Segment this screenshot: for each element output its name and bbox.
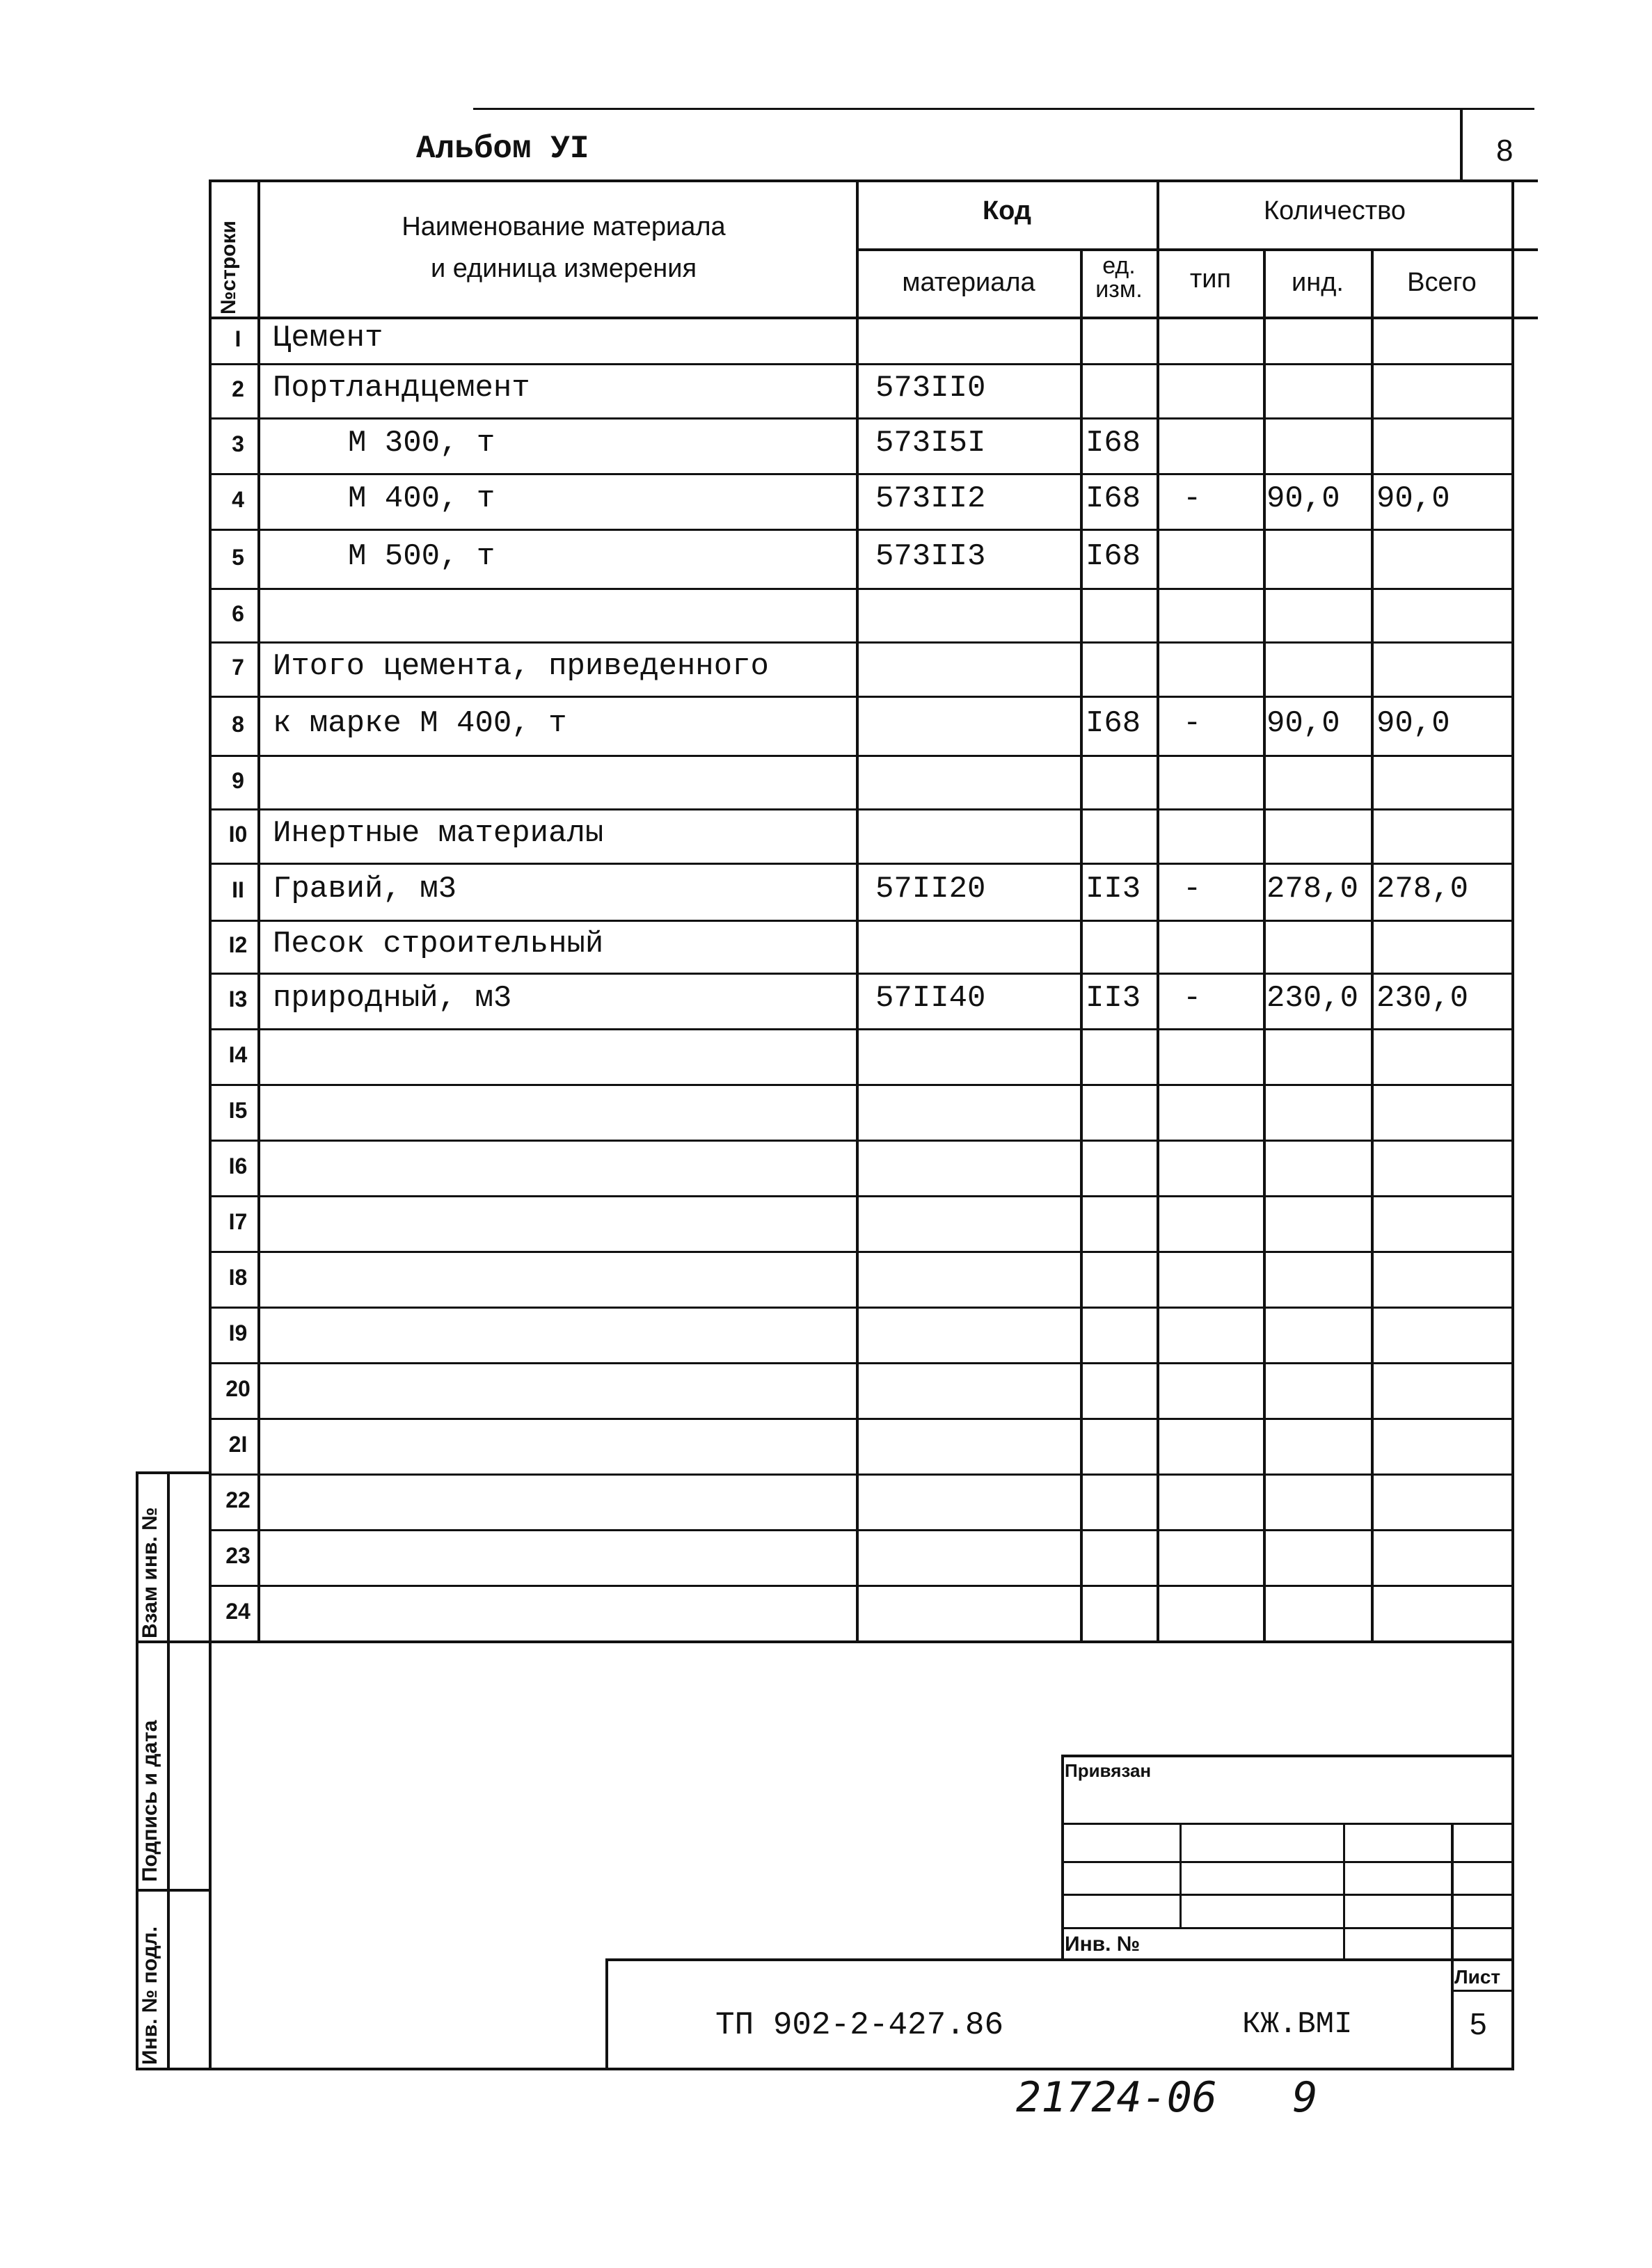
row-unit-code: II3 — [1086, 872, 1141, 907]
row-total-qty: 278,0 — [1376, 872, 1469, 907]
row-total-qty: 230,0 — [1376, 981, 1469, 1016]
header-ind: инд. — [1292, 268, 1344, 297]
row-divider — [209, 641, 1514, 644]
row-type-qty: - — [1183, 705, 1202, 741]
row-total-qty: 90,0 — [1376, 481, 1450, 516]
stamp-inv-no: Инв. № — [1065, 1933, 1141, 1956]
row-ind-qty: 90,0 — [1266, 705, 1340, 741]
album-title: Альбом УI — [416, 131, 589, 167]
row-unit-code: I68 — [1086, 538, 1141, 574]
row-number: I4 — [228, 1042, 248, 1067]
row-number: I6 — [228, 1153, 248, 1179]
row-divider — [209, 1362, 1514, 1364]
row-number: II — [232, 877, 244, 902]
row-divider — [209, 920, 1514, 922]
row-number: 22 — [225, 1487, 251, 1512]
row-type-qty: - — [1183, 981, 1202, 1016]
row-number: 20 — [225, 1376, 251, 1401]
row-divider — [209, 588, 1514, 590]
row-divider — [209, 1195, 1514, 1197]
row-divider — [209, 1474, 1514, 1476]
row-material-name: к марке М 400, т — [273, 705, 567, 741]
row-number: 4 — [232, 487, 244, 512]
row-divider — [209, 1084, 1514, 1086]
row-number: I5 — [228, 1098, 248, 1123]
row-divider — [209, 363, 1514, 365]
row-material-name: Инертные материалы — [273, 816, 604, 851]
row-divider — [209, 696, 1514, 698]
row-divider — [209, 1418, 1514, 1420]
stamp-doc-code: ТП 902-2-427.86 — [715, 2007, 1004, 2043]
stamp-list-value: 5 — [1470, 2007, 1487, 2041]
row-divider — [209, 473, 1514, 475]
row-number: I7 — [228, 1209, 248, 1234]
row-number: 23 — [225, 1543, 251, 1568]
header-name-line1: Наименование материала — [402, 212, 726, 241]
stamp-mark: КЖ.ВМI — [1242, 2007, 1353, 2042]
row-type-qty: - — [1183, 872, 1202, 907]
row-number: I — [235, 326, 241, 351]
row-divider — [209, 1251, 1514, 1253]
row-unit-code: I68 — [1086, 481, 1141, 516]
row-material-name: Песок строительный — [273, 927, 604, 961]
header-name-line2: и единица измерения — [430, 254, 697, 283]
row-number: I0 — [228, 822, 248, 847]
row-number: 7 — [232, 655, 244, 680]
row-divider — [209, 755, 1514, 757]
row-total-qty: 90,0 — [1376, 705, 1450, 741]
side-label-vzam: Взам инв. № — [138, 1507, 161, 1638]
row-number: 3 — [232, 431, 244, 456]
row-divider — [209, 1140, 1514, 1142]
row-material-name: Портландцемент — [273, 371, 530, 406]
row-divider — [209, 417, 1514, 420]
row-number: I8 — [228, 1265, 248, 1290]
row-type-qty: - — [1183, 481, 1202, 516]
header-quantity: Количество — [1263, 196, 1406, 225]
side-label-inv-podl: Инв. № подл. — [138, 1926, 161, 2065]
row-divider — [209, 529, 1514, 531]
row-material-name: М 400, т — [348, 481, 495, 516]
page-number: 8 — [1496, 134, 1514, 168]
header-code: Код — [982, 196, 1032, 225]
row-number: 6 — [232, 600, 244, 626]
row-material-name: Гравий, м3 — [273, 872, 457, 907]
row-number: 9 — [232, 767, 244, 793]
row-number: I3 — [228, 987, 248, 1012]
row-ind-qty: 278,0 — [1266, 872, 1359, 907]
row-divider — [209, 1585, 1514, 1587]
row-ind-qty: 230,0 — [1266, 981, 1359, 1016]
header-total: Всего — [1407, 268, 1477, 297]
side-inner-border — [167, 1471, 170, 2070]
row-unit-code: I68 — [1086, 426, 1141, 461]
row-number: 24 — [225, 1599, 251, 1624]
row-number: I9 — [228, 1320, 248, 1345]
header-unit: ед. изм. — [1095, 253, 1143, 303]
row-unit-code: I68 — [1086, 705, 1141, 741]
row-number: 5 — [232, 544, 244, 570]
stamp-privyazan: Привязан — [1065, 1760, 1152, 1781]
row-material-name: природный, м3 — [273, 981, 512, 1016]
row-divider — [209, 1529, 1514, 1531]
header-material: материала — [902, 268, 1035, 297]
row-material-code: 573II2 — [875, 481, 986, 516]
row-divider — [209, 973, 1514, 975]
row-material-name: Итого цемента, приведенного — [273, 649, 769, 684]
row-material-name: Цемент — [273, 320, 383, 356]
top-rule — [473, 108, 1534, 110]
row-material-name: М 500, т — [348, 538, 495, 574]
row-divider — [209, 1028, 1514, 1030]
row-unit-code: II3 — [1086, 981, 1141, 1016]
row-number: 8 — [232, 711, 244, 737]
header-type: тип — [1189, 264, 1232, 294]
row-number: I2 — [228, 932, 248, 957]
row-number: 2 — [232, 376, 244, 401]
stamp-list-label: Лист — [1454, 1966, 1501, 1988]
row-material-code: 573I5I — [875, 426, 986, 461]
row-material-code: 57II40 — [875, 981, 986, 1016]
row-divider — [209, 1307, 1514, 1309]
row-divider — [209, 808, 1514, 810]
row-ind-qty: 90,0 — [1266, 481, 1340, 516]
row-number: 2I — [228, 1432, 248, 1457]
row-material-code: 573II3 — [875, 538, 986, 574]
row-material-code: 573II0 — [875, 371, 986, 406]
header-row-number: №строки — [217, 221, 240, 314]
row-divider — [209, 863, 1514, 865]
side-label-podpis: Подпись и дата — [138, 1720, 161, 1882]
row-material-code: 57II20 — [875, 872, 986, 907]
row-material-name: М 300, т — [348, 426, 495, 461]
footer-handwritten-number: 21724-06 9 — [1016, 2073, 1318, 2122]
page-number-divider — [1460, 108, 1463, 181]
